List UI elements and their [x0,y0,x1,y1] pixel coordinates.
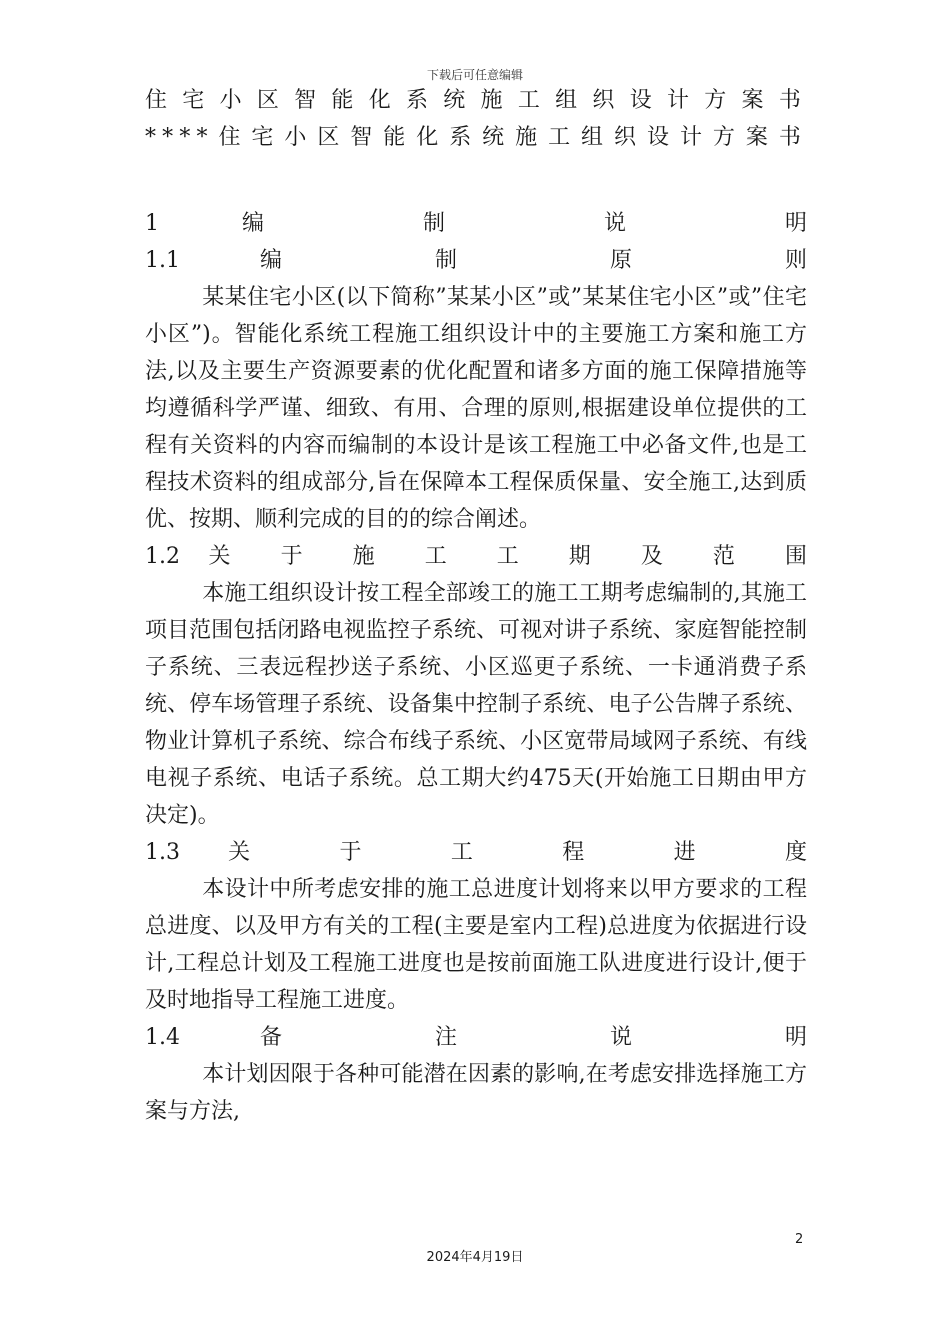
section-heading-1: 1 编 制 说 明 [145,211,807,236]
section-heading-1-3: 1.3 关 于 工 程 进 度 [145,840,807,865]
paragraph-1-4: 本计划因限于各种可能潜在因素的影响,在考虑安排选择施工方案与方法, [145,1062,807,1124]
section-heading-1-2: 1.2 关 于 施 工 工 期 及 范 围 [145,544,807,569]
spacer [145,156,807,205]
document-title: 住宅小区智能化系统施工组织设计方案书 [145,88,807,113]
page-number: 2 [795,1232,804,1247]
document-subtitle: ****住宅小区智能化系统施工组织设计方案书 [145,125,807,150]
paragraph-1-1: 某某住宅小区(以下简称”某某小区”或”某某住宅小区”或”住宅小区”)。智能化系统工程施工组织设计中的主要施工方案和施工方法,以及主要生产资源要素的优化配置和诸多方面的施工保障措施等均遵循科学严谨、细致、有用、合理的原则,根据建设单位提供的工程有关资料的内容而编制的本设计是该工程施工中必备文件,也是工程技术资料的组成部分,旨在保障本工程保质保量、安全施工,达到质优、按期、顺利完成的目的的综合阐述。 [145,285,807,532]
footer-date: 2024年4月19日 [426,1250,524,1265]
paragraph-1-2: 本施工组织设计按工程全部竣工的施工工期考虑编制的,其施工项目范围包括闭路电视监控子系统、可视对讲子系统、家庭智能控制子系统、三表远程抄送子系统、小区巡更子系统、一卡通消费子系统、停车场管理子系统、设备集中控制子系统、电子公告牌子系统、物业计算机子系统、综合布线子系统、小区宽带局域网子系统、有线电视子系统、电话子系统。总工期大约475天(开始施工日期由甲方决定)。 [145,581,807,828]
document-body [145,82,807,1130]
paragraph-1-3: 本设计中所考虑安排的施工总进度计划将来以甲方要求的工程总进度、以及甲方有关的工程(主要是室内工程)总进度为依据进行设计,工程总计划及工程施工进度也是按前面施工队进度进行设计,便于及时地指导工程施工进度。 [145,877,807,1013]
section-heading-1-1: 1.1 编 制 原 则 [145,248,807,273]
header-note: 下载后可任意编辑 [426,68,523,82]
section-heading-1-4: 1.4 备 注 说 明 [145,1025,807,1050]
